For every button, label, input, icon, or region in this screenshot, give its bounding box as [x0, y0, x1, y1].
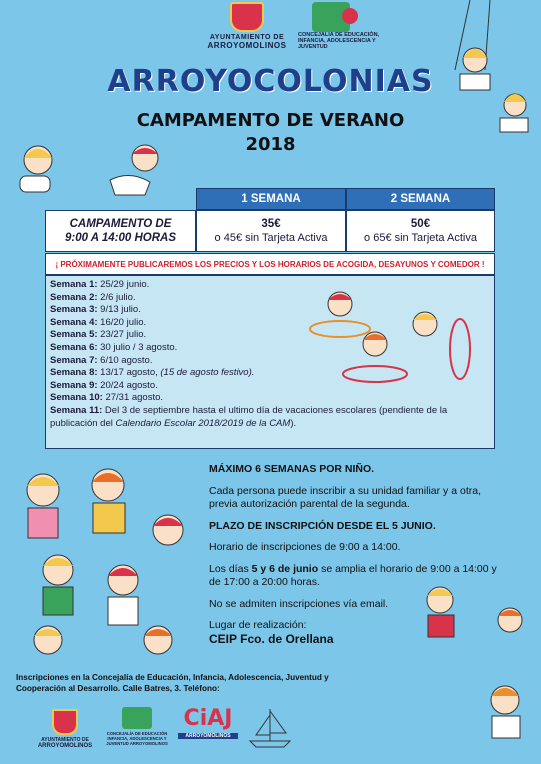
price-cell-1-semana — [196, 210, 346, 252]
ayuntamiento-logo — [198, 2, 296, 50]
running-children-illustration — [410, 580, 540, 750]
week-item: Semana 6: 30 julio / 3 agosto. — [50, 341, 178, 353]
plazo-text: PLAZO DE INSCRIPCIÓN DESDE EL 5 JUNIO. — [209, 519, 436, 532]
price-1-semana-alt: o 45€ sin Tarjeta Activa — [214, 232, 328, 244]
concejalia-tower-icon — [312, 2, 350, 32]
price-2-semana: 50€ — [410, 218, 431, 230]
price-2-semana-alt: o 65€ sin Tarjeta Activa — [364, 232, 477, 244]
week-item: Semana 2: 2/6 julio. — [50, 291, 136, 303]
notice-banner: ¡ PRÓXIMAMENTE PUBLICAREMOS LOS PRECIOS Y LOS HORARIOS DE ACOGIDA, DESAYUNOS Y COMEDOR ! — [45, 253, 495, 275]
row-label-line2: 9:00 A 14:00 HORAS — [65, 232, 176, 244]
email-text: No se admiten inscripciones vía email. — [209, 597, 389, 610]
inscribe-text: Cada persona puede inscribir a su unidad familiar y a otra, previa autorización parental de la segunda. — [209, 484, 481, 510]
lugar-label: Lugar de realización: — [209, 619, 307, 631]
week-item: Semana 1: 25/29 junio. — [50, 279, 150, 290]
page-title: ARROYOCOLONIAS — [107, 64, 434, 99]
hula-hoop-children-illustration — [300, 284, 490, 389]
price-1-semana: 35€ — [261, 218, 281, 230]
horario-text: Horario de inscripciones de 9:00 a 14:00. — [209, 541, 401, 553]
concejalia-text: CONCEJALÍA DE EDUCACIÓN, INFANCIA, ADOLESCENCIA Y JUVENTUD — [298, 32, 380, 50]
week-item: Semana 9: 20/24 agosto. — [50, 379, 158, 391]
week-item: Semana 11: Del 3 de septiembre hasta el ultimo día de vacaciones escolares (pendiente de la publicación del Calendario Escolar 2018/2019 de la CAM). — [50, 404, 448, 429]
footer-concejalia-logo: CONCEJALÍA DE EDUCACIÓN INFANCIA, ADOLESCENCIA Y JUVENTUD ARROYOMOLINOS — [100, 705, 174, 755]
concejalia-logo — [298, 2, 380, 50]
week-item: Semana 4: 16/20 julio. — [50, 316, 147, 328]
row-label-cell — [45, 210, 196, 252]
max-weeks-text: MÁXIMO 6 SEMANAS POR NIÑO. — [209, 463, 375, 475]
row-label-line1: CAMPAMENTO DE — [69, 218, 172, 230]
footer-ship-logo — [240, 703, 300, 751]
week-item: Semana 10: 27/31 agosto. — [50, 392, 164, 404]
week-item: Semana 7: 6/10 agosto. — [50, 354, 153, 366]
price-cell-2-semana — [346, 210, 495, 252]
playing-children-illustration — [8, 460, 203, 670]
footer-crest-icon — [52, 709, 78, 735]
week-item: Semana 8: 13/17 agosto, (15 de agosto festivo). — [50, 367, 255, 379]
column-header-1-semana: 1 SEMANA — [196, 188, 346, 210]
ayuntamiento-line1: AYUNTAMIENTO DE — [209, 34, 285, 41]
footer-ayuntamiento-logo: AYUNTAMIENTO DE ARROYOMOLINOS — [30, 705, 100, 755]
footer-text: Inscripciones en la Concejalía de Educación, Infancia, Adolescencia, Juventud y Cooperación al Desarrollo. Calle Batres, 3. Teléfono: — [16, 673, 329, 693]
footer-ciaj-logo: CiAJ ARROYOMOLINOS — [178, 705, 238, 755]
column-header-2-semana: 2 SEMANA — [346, 188, 495, 210]
footer-tower-icon — [122, 707, 152, 729]
ayuntamiento-line2: ARROYOMOLINOS — [207, 41, 287, 50]
page-year: 2018 — [245, 134, 296, 155]
crest-icon — [230, 2, 264, 32]
lugar-value: CEIP Fco. de Orellana — [209, 631, 334, 646]
week-item: Semana 3: 9/13 julio. — [50, 304, 141, 316]
dias-text: Los días 5 y 6 de junio se amplia el horario de 9:00 a 14:00 y de 17:00 a 20:00 horas. — [209, 562, 497, 588]
page-subtitle: CAMPAMENTO DE VERANO — [136, 110, 405, 131]
week-item: Semana 5: 23/27 julio. — [50, 329, 147, 341]
